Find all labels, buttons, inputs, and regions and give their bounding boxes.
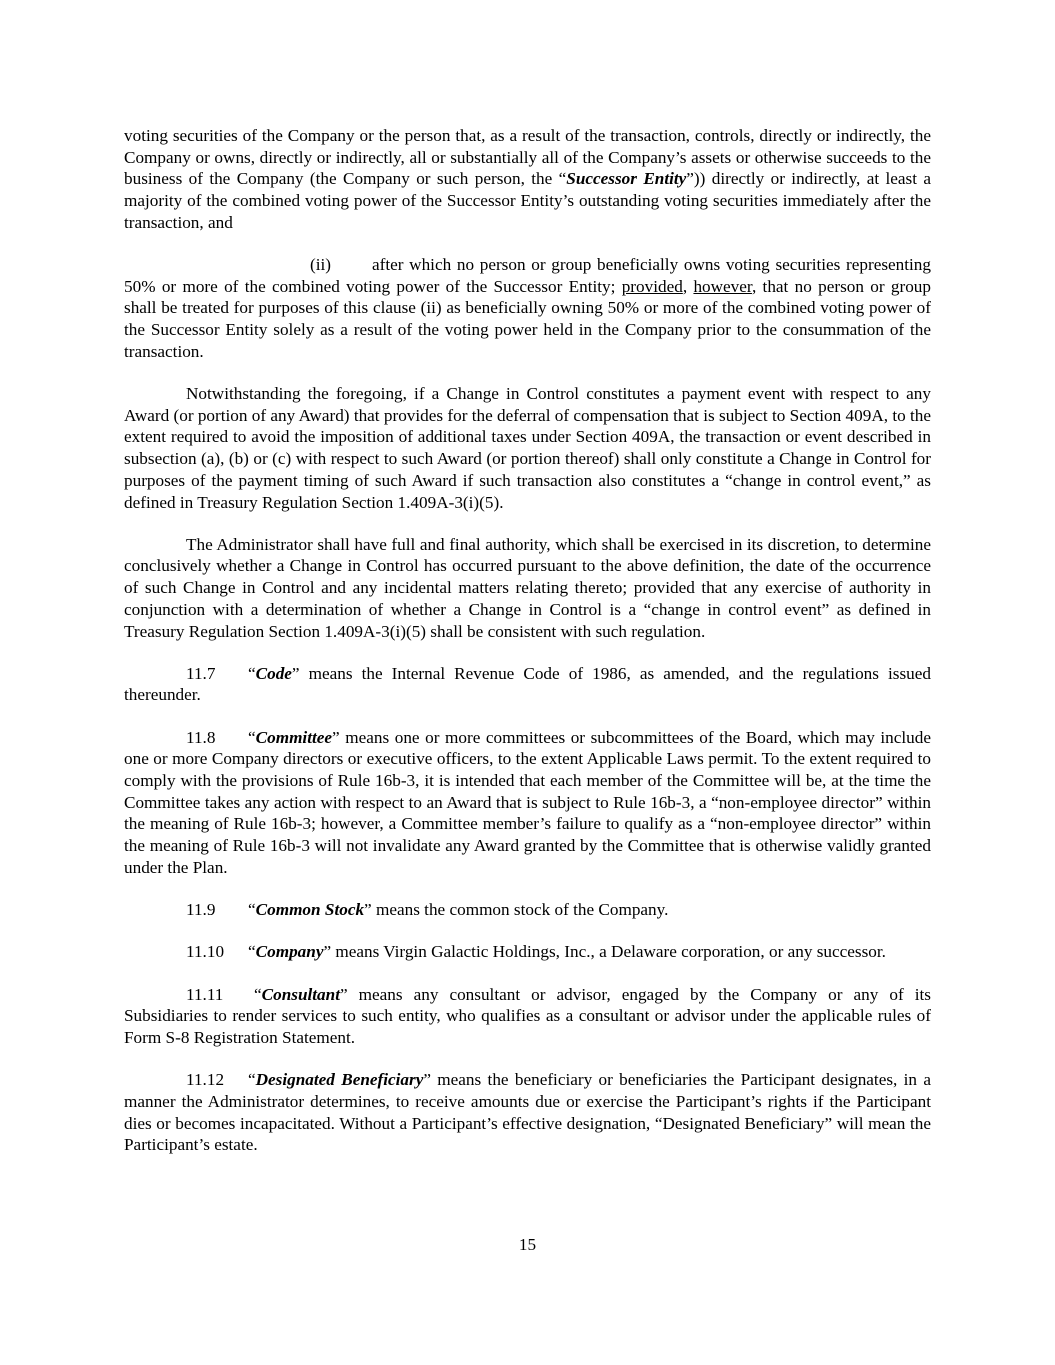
- defined-term: Designated Beneficiary: [255, 1070, 424, 1090]
- defined-term: Successor Entity: [566, 169, 687, 189]
- defined-term: Consultant: [261, 984, 340, 1004]
- section-number: 11.10: [186, 942, 225, 962]
- paragraph-clause-ii: (ii) after which no person or group beneficially owns voting securities representing 50% or more of the combined voting power of the Successor Entity; provided, however, that no person or group shall be treated for purposes of this clause (ii) as beneficially owning 50% or more of the combined voting power of the Successor Entity solely as a result of the voting power held in the Company prior to the consummation of the transaction.: [124, 255, 931, 361]
- section-number: 11.8: [186, 727, 216, 747]
- definition-committee: 11.8 “Committee” means one or more committees or subcommittees of the Board, which may include one or more Company directors or executive officers, to the extent Applicable Laws permit. To the extent required to comply with the provisions of Rule 16b-3, it is intended that each member of the Committee will be, at the time the Committee takes any action with respect to an Award that is subject to Rule 16b-3, a “non-employee director” within the meaning of Rule 16b-3; however, a Committee member’s failure to qualify as a “non-employee director” within the meaning of Rule 16b-3 will not invalidate any Award granted by the Committee that is otherwise validly granted under the Plan.: [124, 727, 931, 877]
- section-number: 11.12: [186, 1070, 225, 1090]
- section-number: 11.9: [186, 900, 216, 920]
- definition-consultant: 11.11 “Consultant” means any consultant or advisor, engaged by the Company or any of its Subsidiaries to render services to such entity, who qualifies as a consultant or advisor under the applicable rules of Form S-8 Registration Statement.: [124, 984, 931, 1047]
- section-number: 11.7: [186, 663, 216, 683]
- underlined-however: however: [693, 276, 752, 296]
- defined-term: Common Stock: [255, 900, 365, 920]
- page-number: 15: [518, 1235, 537, 1254]
- definition-designated-beneficiary: 11.12 “Designated Beneficiary” means the beneficiary or beneficiaries the Participant designates, in a manner the Administrator determines, to receive amounts due or exercise the Participant’s rights if the Participant dies or becomes incapacitated. Without a Participant’s effective designation, “Designated Beneficiary” will mean the Participant’s estate.: [124, 1070, 931, 1155]
- definition-common-stock: 11.9 “Common Stock” means the common stock of the Company.: [186, 900, 669, 920]
- paragraph-notwithstanding: Notwithstanding the foregoing, if a Change in Control constitutes a payment event with respect to any Award (or portion of any Award) that provides for the deferral of compensation that is subject to Section 409A, to the extent required to avoid the imposition of additional taxes under Section 409A, the transaction or event described in subsection (a), (b) or (c) with respect to such Award (or portion thereof) shall only constitute a Change in Control for purposes of the payment timing of such Award if such transaction also constitutes a “change in control event,” as defined in Treasury Regulation Section 1.409A-3(i)(5).: [124, 384, 931, 512]
- defined-term: Company: [255, 942, 324, 962]
- paragraph-successor-entity: voting securities of the Company or the person that, as a result of the transaction, controls, directly or indirectly, the Company or owns, directly or indirectly, all or substantially all of the Company’s assets or otherwise succeeds to the business of the Company (the Company or such person, the “Successor Entity”)) directly or indirectly, at least a majority of the combined voting power of the Successor Entity’s outstanding voting securities immediately after the transaction, and: [124, 126, 932, 232]
- section-number: 11.11: [186, 984, 224, 1004]
- paragraph-administrator-authority: The Administrator shall have full and final authority, which shall be exercised in its discretion, to determine conclusively whether a Change in Control has occurred pursuant to the above definition, the date of the occurrence of such Change in Control and any incidental matters relating thereto; provided that any exercise of authority in conjunction with a determination of whether a Change in Control is a “change in control event” as defined in Treasury Regulation Section 1.409A-3(i)(5) shall be consistent with such regulation.: [124, 534, 931, 641]
- definition-company: 11.10 “Company” means Virgin Galactic Holdings, Inc., a Delaware corporation, or any successor.: [186, 942, 886, 962]
- document-body: [124, 125, 931, 1176]
- defined-term: Code: [255, 663, 292, 683]
- defined-term: Committee: [255, 727, 333, 747]
- clause-label: (ii): [310, 255, 331, 275]
- underlined-provided: provided: [621, 276, 683, 296]
- definition-code: 11.7 “Code” means the Internal Revenue Code of 1986, as amended, and the regulations issued thereunder.: [124, 663, 931, 705]
